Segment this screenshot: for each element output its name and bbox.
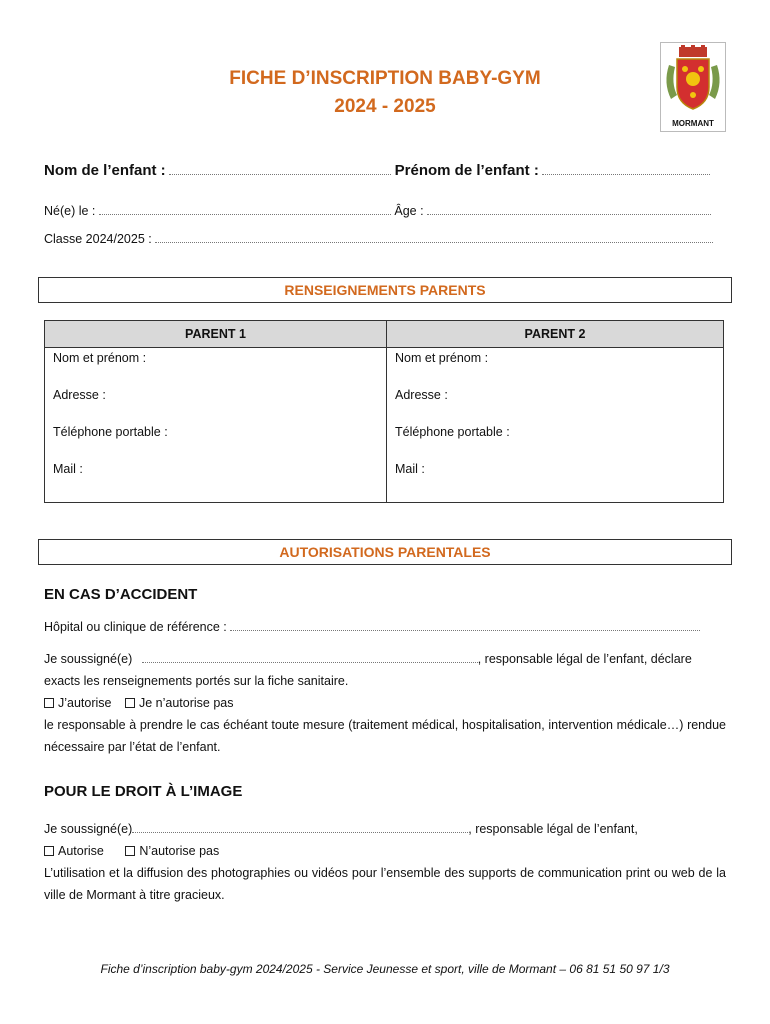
parent1-address-cell[interactable]: Adresse : bbox=[45, 385, 387, 422]
parent1-header: PARENT 1 bbox=[45, 321, 387, 348]
image-refuse-checkbox[interactable] bbox=[125, 846, 135, 856]
image-description: L’utilisation et la diffusion des photographies ou vidéos pour l’ensemble des supports de communication print ou web de la ville de Mormant à titre gracieux. bbox=[44, 866, 726, 902]
hospital-row bbox=[44, 620, 700, 634]
child-firstname-field[interactable] bbox=[542, 164, 710, 175]
authorisations-section-title: AUTORISATIONS PARENTALES bbox=[38, 539, 732, 565]
hospital-label: Hôpital ou clinique de référence : bbox=[44, 620, 227, 634]
image-authorize-label: Autorise bbox=[58, 844, 104, 858]
town-logo bbox=[660, 42, 726, 132]
accident-line2: exacts les renseignements portés sur la fiche sanitaire. bbox=[44, 674, 349, 688]
accident-authorize-label: J’autorise bbox=[58, 696, 112, 710]
table-row bbox=[45, 348, 724, 386]
image-refuse-label: N’autorise pas bbox=[139, 844, 220, 858]
accident-refuse-checkbox[interactable] bbox=[125, 698, 135, 708]
table-row bbox=[45, 459, 724, 503]
accident-refuse-label: Je n’autorise pas bbox=[138, 696, 234, 710]
image-rights-heading: POUR LE DROIT À L’IMAGE bbox=[44, 783, 243, 800]
accident-heading: EN CAS D’ACCIDENT bbox=[44, 586, 198, 603]
image-legal-text: , responsable légal de l’enfant, bbox=[468, 822, 638, 836]
accident-paragraph bbox=[44, 648, 726, 758]
page-title: FICHE D’INSCRIPTION BABY-GYM bbox=[229, 68, 541, 89]
accident-declare-text: , responsable légal de l’enfant, déclare bbox=[477, 652, 692, 666]
page-footer: Fiche d’inscription baby-gym 2024/2025 - Service Jeunesse et sport, ville de Mormant – 06 81 51 50 97 1/3 bbox=[100, 962, 670, 976]
parent2-phone-cell[interactable]: Téléphone portable : bbox=[387, 422, 724, 459]
child-name-label: Nom de l’enfant : bbox=[44, 162, 166, 179]
accident-signer-label: Je soussigné(e) bbox=[44, 652, 133, 666]
parent1-name-cell[interactable]: Nom et prénom : bbox=[45, 348, 387, 386]
parent2-mail-cell[interactable]: Mail : bbox=[387, 459, 724, 503]
born-field[interactable] bbox=[99, 204, 391, 215]
parents-section-title: RENSEIGNEMENTS PARENTS bbox=[38, 277, 732, 303]
image-signer-label: Je soussigné(e) bbox=[44, 822, 133, 836]
class-field[interactable] bbox=[155, 232, 713, 243]
image-paragraph bbox=[44, 818, 726, 906]
table-row bbox=[45, 385, 724, 422]
page-subtitle-year: 2024 - 2025 bbox=[334, 96, 436, 117]
logo-caption: MORMANT bbox=[672, 119, 714, 128]
child-born-row bbox=[44, 204, 711, 218]
class-label: Classe 2024/2025 : bbox=[44, 232, 152, 246]
parent1-mail-cell[interactable]: Mail : bbox=[45, 459, 387, 503]
image-signer-field[interactable] bbox=[132, 822, 468, 833]
child-name-field[interactable] bbox=[169, 164, 391, 175]
parent2-header: PARENT 2 bbox=[387, 321, 724, 348]
parent2-address-cell[interactable]: Adresse : bbox=[387, 385, 724, 422]
age-field[interactable] bbox=[427, 204, 711, 215]
parent1-phone-cell[interactable]: Téléphone portable : bbox=[45, 422, 387, 459]
accident-signer-field[interactable] bbox=[142, 652, 478, 663]
table-row bbox=[45, 422, 724, 459]
parents-table bbox=[44, 320, 724, 503]
age-label: Âge : bbox=[394, 204, 424, 218]
child-class-row bbox=[44, 232, 713, 246]
hospital-field[interactable] bbox=[230, 620, 700, 631]
image-authorize-checkbox[interactable] bbox=[44, 846, 54, 856]
born-label: Né(e) le : bbox=[44, 204, 96, 218]
child-firstname-label: Prénom de l’enfant : bbox=[394, 162, 539, 179]
child-name-row bbox=[44, 162, 710, 179]
parent2-name-cell[interactable]: Nom et prénom : bbox=[387, 348, 724, 386]
accident-description: le responsable à prendre le cas échéant toute mesure (traitement médical, hospitalisation, intervention médicale…) rendue nécessaire par l’état de l’enfant. bbox=[44, 718, 726, 754]
accident-authorize-checkbox[interactable] bbox=[44, 698, 54, 708]
